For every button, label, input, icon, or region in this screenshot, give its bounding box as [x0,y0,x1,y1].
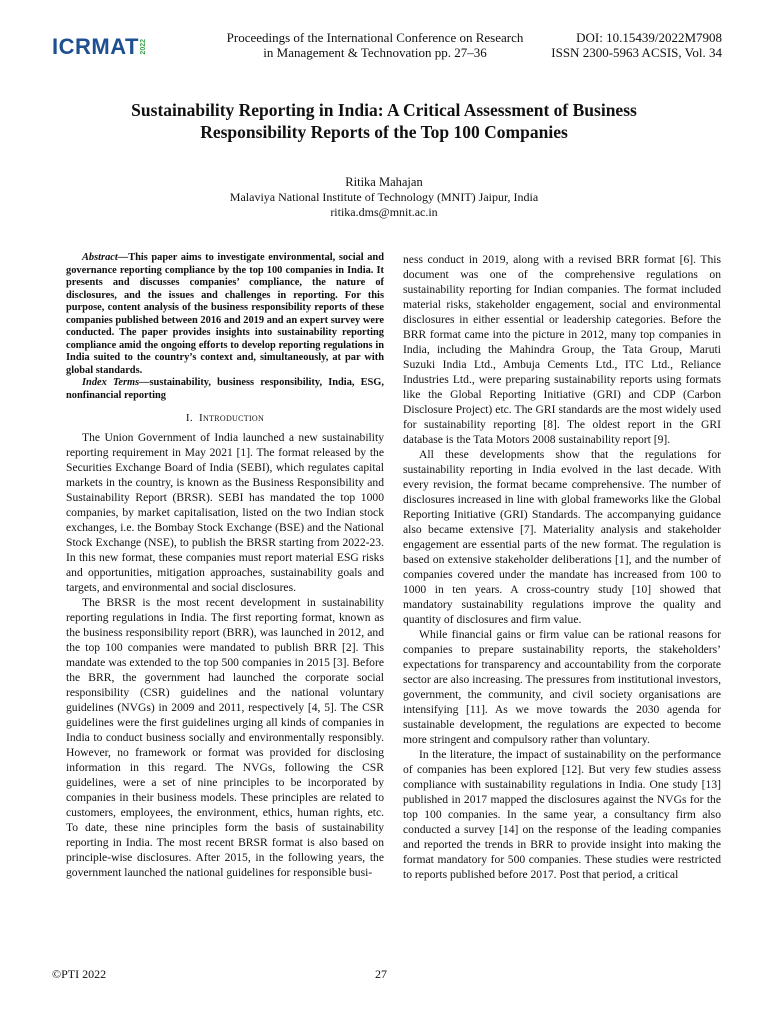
page-number: 27 [375,967,387,981]
paragraph: All these developments show that the regulations for sustainability reporting in India evolved in the last decade. With every revision, the format became comprehensive. The number of disclosures increased in line with global frameworks like the Global Reporting Initiative (GRI) Standards. The accompanying guidance also became extensive [7]. Materiality analysis and stakeholder engagement are essential parts of the new format. The regulation is based on extensive stakeholder deliberations [1], and the number of companies covered under the mandate has increased from 100 to 1000 in ten years. A cross-country study [10] showed that mandatory sustainability regulations improve the quality and quantity of disclosures and firm value. [403,448,721,626]
author-name: Ritika Mahajan [345,175,423,189]
logo-text: ICRMAT [52,34,139,59]
section-title: Introduction [199,412,265,424]
paragraph: ness conduct in 2019, along with a revised BRR format [6]. This document was one of the comprehensive regulations on sustainability reporting for Indian companies. The format included material risks, stakeholder engagement, social and environmental disclosures in either essential or leadership categories. Before the BRR format came into the picture in 2012, many top companies in India, including the Mahindra Group, the Tata Group, Maruti Suzuki India Ltd., Ambuja Cements Ltd., ITC Ltd., Reliance Industries Ltd., were preparing sustainability reports using formats like the Global Reporting Initiative (GRI) and CDP (Carbon Disclosure Project) etc. The GRI standards are the most widely used for sustainability reporting [8]. The oldest report in the GRI database is the Tata Motors 2008 sustainability report [9]. [403,253,721,446]
abstract-text: This paper aims to investigate environmental, social and governance reporting compliance by the top 100 companies in India. It presents and discusses companies’ compliance, the nature of disclosures, and the issues and challenges in reporting. For this purpose, content analysis of the business responsibility reports of these companies published between 2016 and 2019 and an expert survey were conducted. The paper provides insights into sustainability reporting compliance amid the ongoing efforts to develop reporting regulations in India suited to the country’s context and, simultaneously, at par with global standards. [66,252,384,376]
paper-title [60,99,708,143]
right-column [403,252,721,882]
abstract [66,252,384,377]
index-terms-lead: Index Terms— [82,377,150,388]
copyright-notice: ©PTI 2022 [52,967,107,981]
title-line-2: Responsibility Reports of the Top 100 Companies [200,122,568,142]
author-email: ritika.dms@mnit.ac.in [330,205,438,219]
page-header [52,28,722,68]
section-heading [66,411,384,426]
paragraph: In the literature, the impact of sustainability on the performance of companies has been explored [12]. But very few studies assess compliance with sustainability regulations in India. One study [13] published in 2017 mapped the disclosures against the NVGs for the top 100 companies. In the same year, a consultancy firm also conducted a survey [14] on the response of the leading companies and reported the trends in BRR to provide insight into making the format mandatory for 500 companies. These studies were restricted to reports published before 2017. Post that period, a critical [403,748,721,881]
issn-text: ISSN 2300-5963 ACSIS, Vol. 34 [551,45,722,60]
section-numeral: I. [185,412,193,424]
abstract-lead: Abstract— [82,252,129,263]
conference-logo [52,34,147,60]
left-column [66,252,384,880]
author-block [60,175,708,220]
paragraph: While financial gains or firm value can be rational reasons for companies to prepare sustainability reports, the stakeholders’ expectations for transparency and accountability from the corporate sector are also increasing. The pressures from institutional investors, government, the community, and civil society organisations are intensifying [11]. As we move towards the 2030 agenda for sustainable development, the regulations are expected to become more stringent and compulsory rather than voluntary. [403,628,721,746]
title-line-1: Sustainability Reporting in India: A Critical Assessment of Business [131,100,637,120]
paragraph: The BRSR is the most recent development in sustainability reporting regulations in India. The first reporting format, known as the business responsibility report (BRR), was launched in 2012, and the top 100 companies were mandated to publish BRR [2]. This mandate was extended to the top 500 companies in 2015 [3]. Before the BRR, the government had launched the corporate social responsibility (CSR) guidelines and the national voluntary guidelines (NVGs) in 2009 and 2011, respectively [4, 5]. The CSR guidelines were the first guidelines urging all kinds of companies in India to conduct business socially and environmentally responsibly. However, no framework or format was provided for disclosing information in this regard. The NVGs, following the CSR guidelines, were a set of nine principles to be incorporated by companies in their business models. These principles are related to customers, employees, the environment, ethics, human rights, etc. To date, these nine principles form the basis of sustainability reporting in India. The most recent BRSR format is also based on principle-wise disclosures. After 2015, in the following years, the government launched the national guidelines for responsible busi- [66,596,384,879]
proceedings-line-2: in Management & Technovation pp. 27–36 [263,45,487,60]
index-terms [66,377,384,402]
paragraph: The Union Government of India launched a new sustainability reporting requirement in May 2021 [1]. The format released by the Securities Exchange Board of India (SEBI), which regulates capital markets in the country, is known as the Business Responsibility and Sustainability Report (BRSR). SEBI has mandated the top 1000 companies, by market capitalisation, listed on the two Indian stock exchanges, i.e. the Bombay Stock Exchange (BSE) and the National Stock Exchange (NSE), to publish the BRSR starting from 2022-23. In this new format, these companies must report material ESG risks and opportunities, mitigation approaches, sustainability goals and targets, and environmental and social disclosures. [66,431,384,594]
index-terms-text: sustainability, business responsibility, India, ESG, nonfinancial reporting [66,377,384,401]
proceedings-info [210,30,540,60]
doi-text: DOI: 10.15439/2022M7908 [576,30,722,45]
doi-issn-info [551,30,722,60]
proceedings-line-1: Proceedings of the International Conference on Research [226,30,524,45]
author-affiliation: Malaviya National Institute of Technology (MNIT) Jaipur, India [229,190,539,204]
logo-year: 2022 [139,39,147,55]
